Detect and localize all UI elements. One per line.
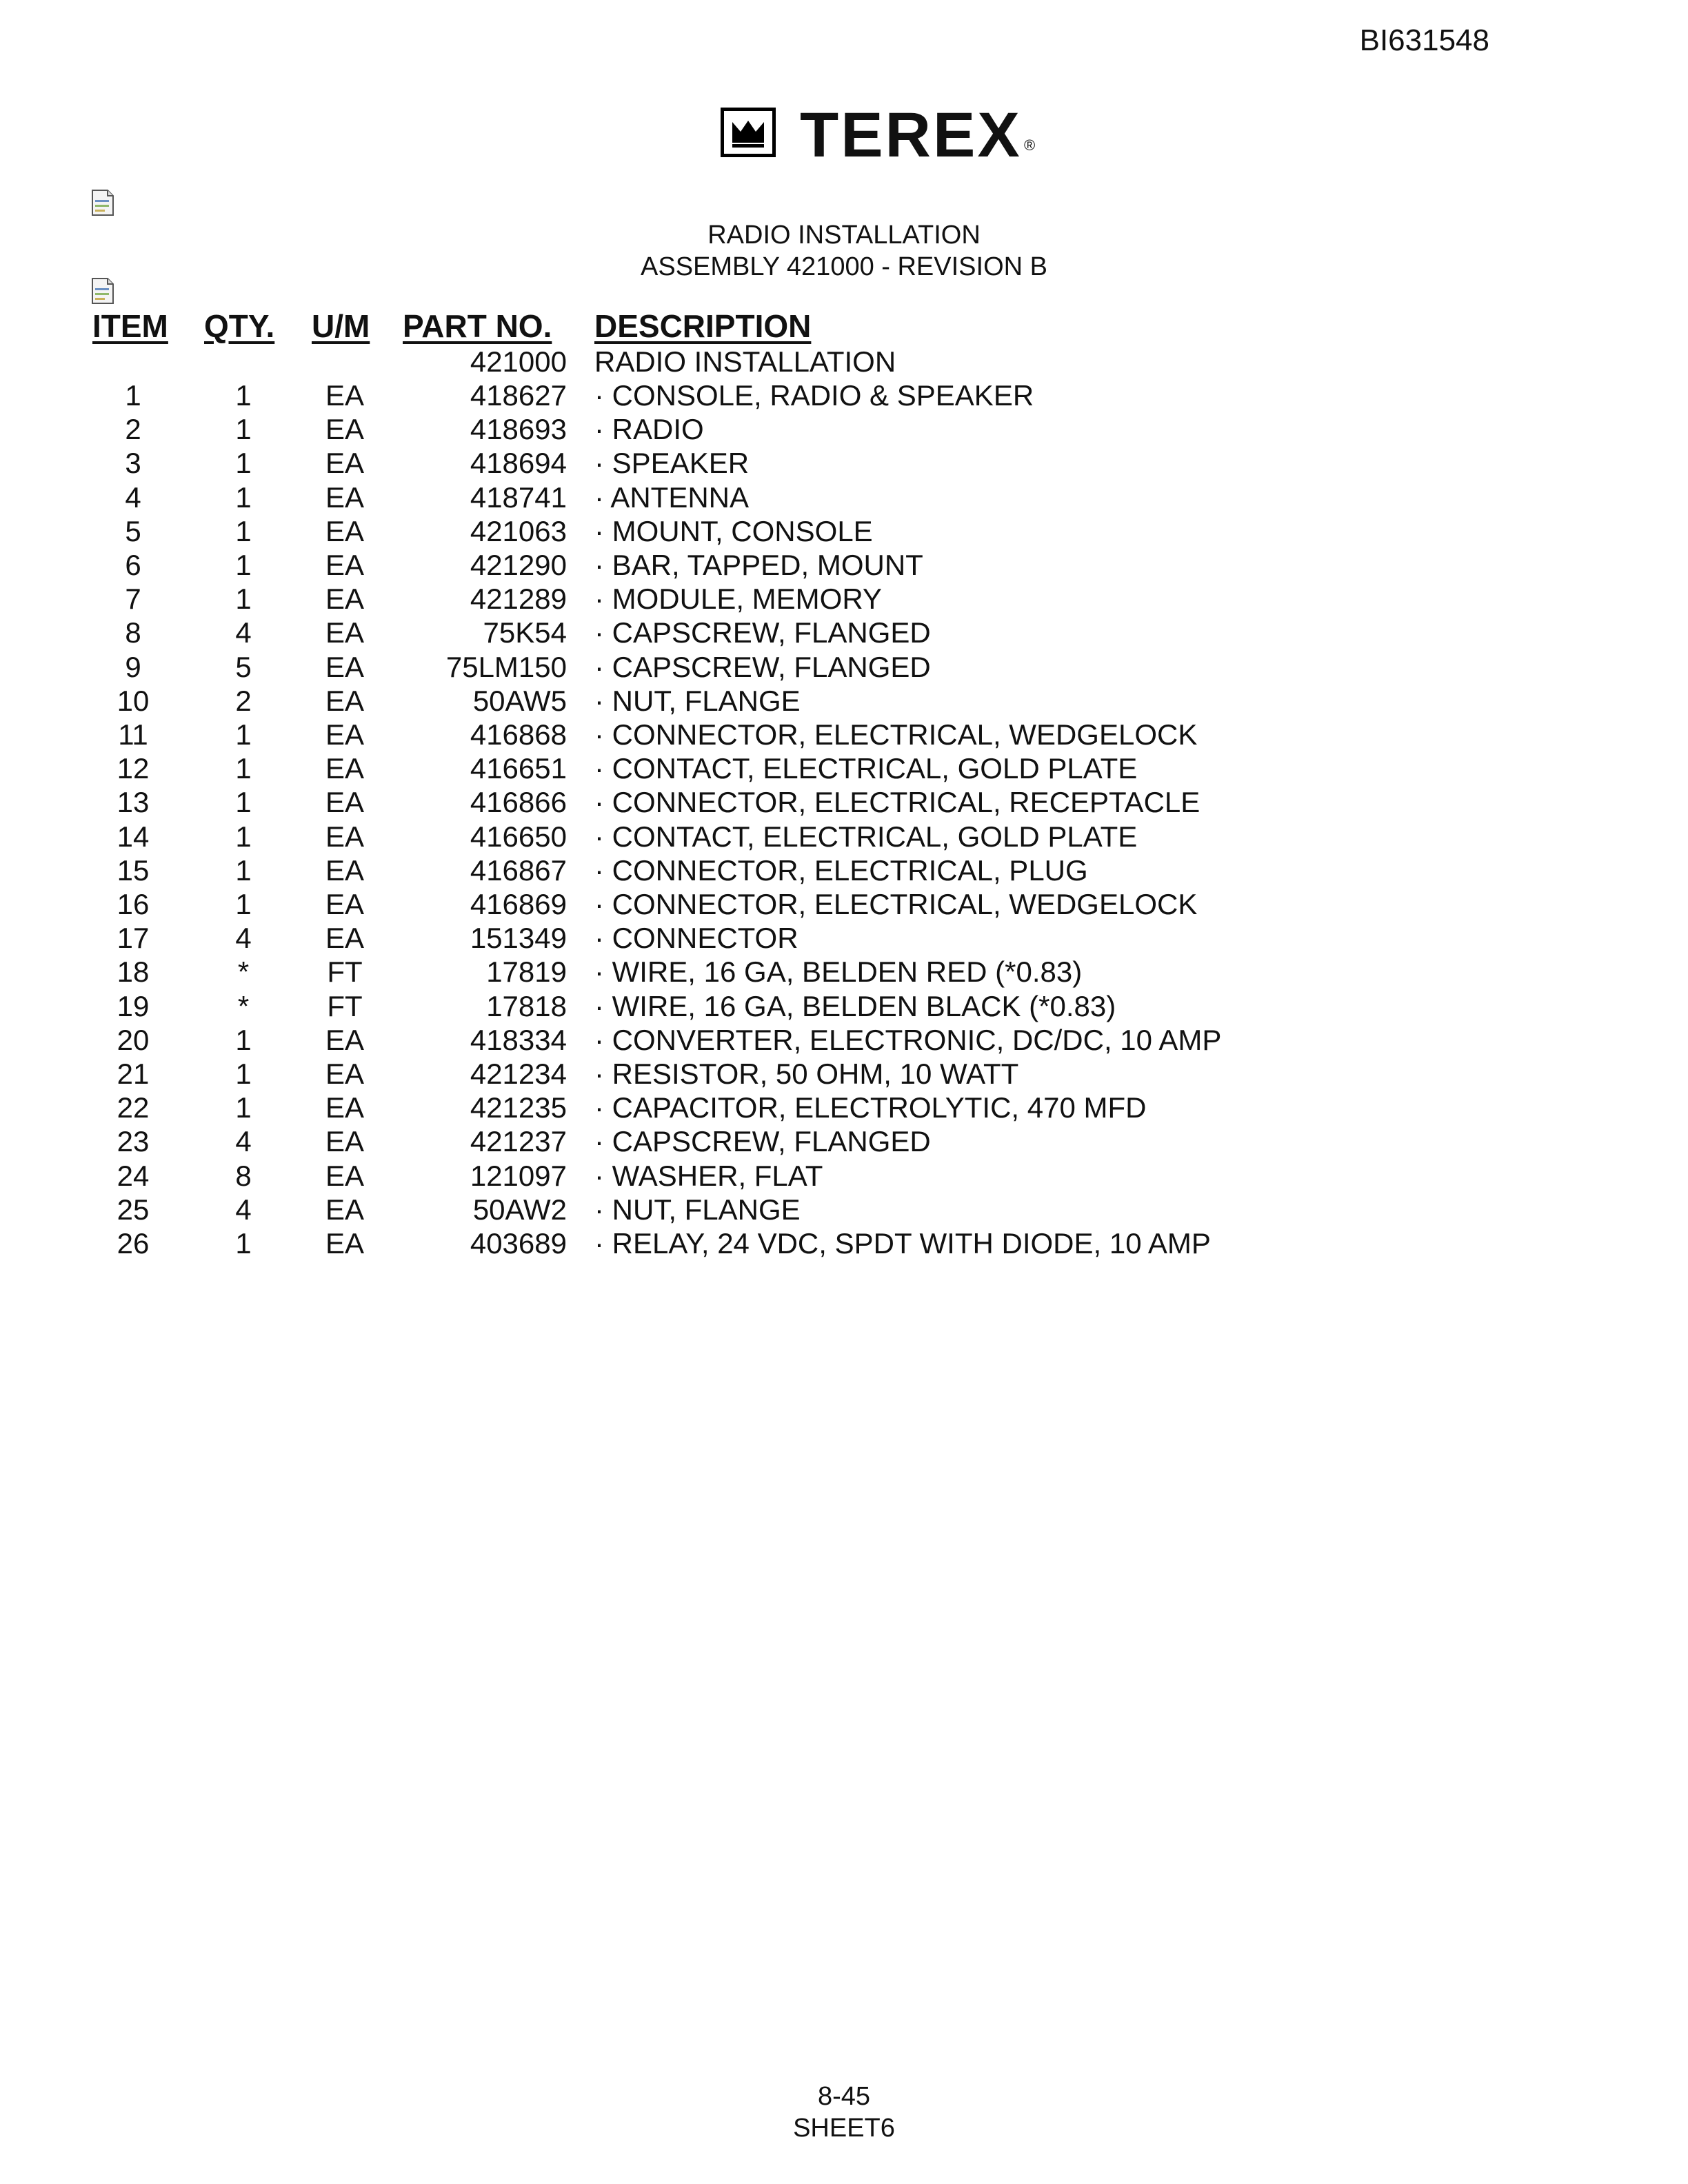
quantity: 1 [235, 1227, 252, 1260]
table-row [0, 616, 1688, 649]
unit-of-measure: EA [325, 447, 365, 480]
unit-of-measure: FT [327, 956, 363, 989]
table-row [0, 514, 1688, 548]
unit-of-measure: EA [325, 1023, 365, 1056]
table-row [0, 548, 1688, 582]
unit-of-measure: EA [325, 481, 365, 514]
part-number: 421234 [470, 1058, 567, 1090]
quantity: 4 [235, 922, 252, 955]
item-number: 14 [117, 820, 150, 853]
unit-of-measure: EA [325, 616, 365, 649]
unit-of-measure: EA [325, 718, 365, 751]
description: · WIRE, 16 GA, BELDEN BLACK (*0.83) [594, 989, 1116, 1022]
table-row [0, 1193, 1688, 1226]
table-row [0, 1159, 1688, 1193]
part-number: 421063 [470, 514, 567, 547]
description: · CONNECTOR, ELECTRICAL, PLUG [594, 853, 1088, 887]
part-number: 421237 [470, 1125, 567, 1158]
item-number: 20 [117, 1023, 150, 1056]
item-number: 24 [117, 1159, 150, 1192]
quantity: 4 [235, 616, 252, 649]
column-header-qty: QTY. [204, 308, 275, 344]
part-number: 421290 [470, 549, 567, 581]
item-number: 3 [125, 447, 141, 480]
page-footer [0, 2081, 1688, 2144]
unit-of-measure: FT [327, 989, 363, 1022]
quantity: 8 [235, 1159, 252, 1192]
assembly-title [0, 219, 1688, 283]
unit-of-measure: EA [325, 752, 365, 785]
quantity: 4 [235, 1125, 252, 1158]
unit-of-measure: EA [325, 1091, 365, 1124]
description: · RELAY, 24 VDC, SPDT WITH DIODE, 10 AMP [594, 1227, 1211, 1260]
description: · WIRE, 16 GA, BELDEN RED (*0.83) [594, 956, 1083, 989]
part-number: 121097 [470, 1159, 567, 1192]
part-number: 418694 [470, 447, 567, 480]
description: · CONSOLE, RADIO & SPEAKER [594, 379, 1034, 412]
item-number: 6 [125, 549, 141, 581]
description: · ANTENNA [594, 481, 750, 514]
part-number: 75LM150 [445, 650, 567, 683]
registered-mark: ® [1024, 136, 1036, 154]
table-row [0, 921, 1688, 955]
part-number: 421289 [470, 583, 567, 616]
unit-of-measure: EA [325, 1227, 365, 1260]
quantity: 1 [235, 549, 252, 581]
description: · SPEAKER [594, 447, 750, 480]
table-row [0, 684, 1688, 718]
part-number: 416869 [470, 888, 567, 920]
quantity: 1 [235, 481, 252, 514]
part-number: 50AW5 [472, 684, 567, 717]
unit-of-measure: EA [325, 786, 365, 819]
part-number: 416650 [470, 820, 567, 853]
column-header-item: ITEM [92, 308, 168, 344]
item-number: 8 [125, 616, 141, 649]
table-row [0, 751, 1688, 785]
table-row [0, 718, 1688, 751]
part-number: 418334 [470, 1023, 567, 1056]
item-number: 15 [117, 853, 150, 887]
quantity: 1 [235, 1058, 252, 1090]
description: · WASHER, FLAT [594, 1159, 823, 1192]
unit-of-measure: EA [325, 514, 365, 547]
part-number: 416868 [470, 718, 567, 751]
brand-name: TEREX [800, 100, 1022, 170]
assembly-row [0, 345, 1688, 378]
unit-of-measure: EA [325, 1193, 365, 1226]
description: · RADIO [594, 413, 704, 446]
quantity: 1 [235, 514, 252, 547]
part-number: 418627 [470, 379, 567, 412]
quantity: * [237, 956, 250, 989]
table-row [0, 1057, 1688, 1091]
unit-of-measure: EA [325, 1058, 365, 1090]
item-number: 11 [118, 718, 148, 751]
quantity: 1 [235, 583, 252, 616]
part-number: 17818 [486, 989, 567, 1022]
table-row [0, 1091, 1688, 1124]
unit-of-measure: EA [325, 583, 365, 616]
quantity: 1 [235, 888, 252, 920]
table-row [0, 378, 1688, 412]
quantity: 1 [235, 752, 252, 785]
description: · RESISTOR, 50 OHM, 10 WATT [594, 1058, 1019, 1090]
quantity: 1 [235, 820, 252, 853]
item-number: 16 [117, 888, 150, 920]
item-number: 10 [117, 684, 150, 717]
description: RADIO INSTALLATION [594, 345, 896, 378]
description: · CONTACT, ELECTRICAL, GOLD PLATE [594, 752, 1138, 785]
item-number: 9 [125, 650, 141, 683]
description: · CONNECTOR, ELECTRICAL, WEDGELOCK [594, 888, 1198, 920]
sheet-label: SHEET6 [793, 2114, 895, 2143]
quantity: 1 [235, 379, 252, 412]
table-row [0, 1226, 1688, 1260]
part-number: 421235 [470, 1091, 567, 1124]
table-row [0, 989, 1688, 1023]
unit-of-measure: EA [325, 853, 365, 887]
item-number: 23 [117, 1125, 150, 1158]
table-row [0, 1023, 1688, 1057]
table-row [0, 785, 1688, 819]
description: · CAPSCREW, FLANGED [594, 616, 931, 649]
table-row [0, 1124, 1688, 1158]
item-number: 25 [117, 1193, 150, 1226]
item-number: 12 [117, 752, 150, 785]
description: · BAR, TAPPED, MOUNT [594, 549, 923, 581]
item-number: 1 [125, 379, 141, 412]
unit-of-measure: EA [325, 922, 365, 955]
item-number: 4 [125, 481, 141, 514]
item-number: 19 [117, 989, 150, 1022]
part-number: 416867 [470, 853, 567, 887]
description: · CONTACT, ELECTRICAL, GOLD PLATE [594, 820, 1138, 853]
item-number: 22 [117, 1091, 150, 1124]
item-number: 2 [125, 413, 141, 446]
part-number: 418741 [470, 481, 567, 514]
quantity: 1 [235, 786, 252, 819]
table-row [0, 887, 1688, 921]
part-number: 416866 [470, 786, 567, 819]
table-row [0, 582, 1688, 616]
table-row [0, 650, 1688, 684]
title-line-1: RADIO INSTALLATION [707, 221, 981, 250]
quantity: 1 [235, 413, 252, 446]
unit-of-measure: EA [325, 820, 365, 853]
terex-logo [721, 100, 1045, 170]
description: · CAPSCREW, FLANGED [594, 650, 931, 683]
unit-of-measure: EA [325, 413, 365, 446]
table-row [0, 820, 1688, 853]
description: · CONNECTOR, ELECTRICAL, WEDGELOCK [594, 718, 1198, 751]
description: · NUT, FLANGE [594, 1193, 801, 1226]
unit-of-measure: EA [325, 379, 365, 412]
description: · MOUNT, CONSOLE [594, 514, 873, 547]
item-number: 17 [117, 922, 150, 955]
table-row [0, 853, 1688, 887]
item-number: 7 [125, 583, 141, 616]
column-header-part-no: PART NO. [403, 308, 552, 344]
description: · CONVERTER, ELECTRONIC, DC/DC, 10 AMP [594, 1023, 1222, 1056]
part-number: 50AW2 [472, 1193, 567, 1226]
quantity: 4 [235, 1193, 252, 1226]
quantity: 1 [235, 447, 252, 480]
part-number: 421000 [470, 345, 567, 378]
document-id: BI631548 [1359, 23, 1489, 57]
unit-of-measure: EA [325, 650, 365, 683]
unit-of-measure: EA [325, 549, 365, 581]
quantity: 1 [235, 853, 252, 887]
unit-of-measure: EA [325, 684, 365, 717]
page-number: 8-45 [817, 2082, 871, 2111]
part-number: 151349 [470, 922, 567, 955]
column-header-description: DESCRIPTION [594, 308, 812, 344]
item-number: 26 [117, 1227, 150, 1260]
unit-of-measure: EA [325, 1125, 365, 1158]
title-line-2: ASSEMBLY 421000 - REVISION B [641, 252, 1047, 281]
description: · MODULE, MEMORY [594, 583, 882, 616]
part-number: 403689 [470, 1227, 567, 1260]
item-number: 5 [125, 514, 141, 547]
quantity: 1 [235, 1091, 252, 1124]
part-number: 418693 [470, 413, 567, 446]
quantity: 1 [235, 718, 252, 751]
item-number: 18 [117, 956, 150, 989]
quantity: 5 [235, 650, 252, 683]
description: · CAPSCREW, FLANGED [594, 1125, 931, 1158]
table-row [0, 955, 1688, 989]
description: · CAPACITOR, ELECTROLYTIC, 470 MFD [594, 1091, 1147, 1124]
description: · NUT, FLANGE [594, 684, 801, 717]
part-number: 17819 [486, 956, 567, 989]
terex-crown-logo-icon [721, 108, 776, 157]
table-row [0, 412, 1688, 446]
item-number: 13 [117, 786, 150, 819]
part-number: 416651 [470, 752, 567, 785]
part-number: 75K54 [483, 616, 567, 649]
table-row [0, 481, 1688, 514]
table-row [0, 446, 1688, 480]
quantity: 1 [235, 1023, 252, 1056]
unit-of-measure: EA [325, 888, 365, 920]
description: · CONNECTOR [594, 922, 798, 955]
quantity: 2 [235, 684, 252, 717]
item-number: 21 [117, 1058, 150, 1090]
unit-of-measure: EA [325, 1159, 365, 1192]
column-header-um: U/M [312, 308, 370, 344]
description: · CONNECTOR, ELECTRICAL, RECEPTACLE [594, 786, 1200, 819]
document-icon[interactable] [91, 189, 114, 216]
quantity: * [237, 989, 250, 1022]
